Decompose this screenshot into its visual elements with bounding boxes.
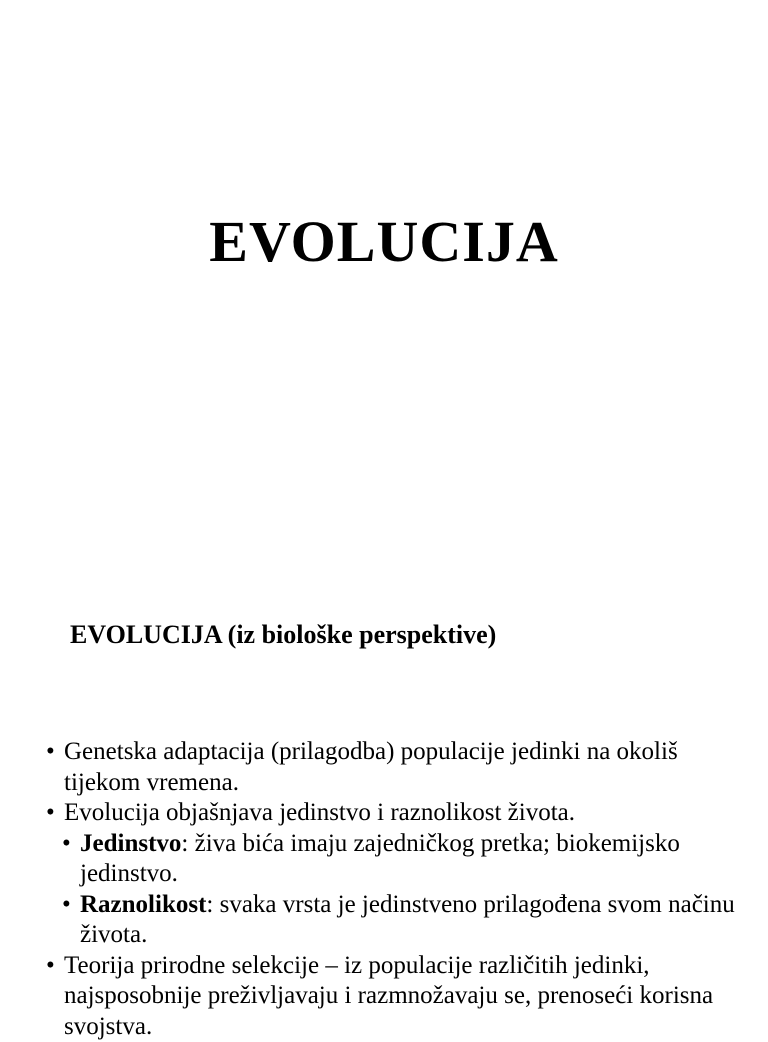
bullet-marker: • <box>46 737 55 768</box>
bullet-text: Teorija prirodne selekcije – iz populacije različitih jedinki, najsposobnije preživljavaju i razmnožavaju se, prenoseći korisna svojstva. <box>64 952 713 1040</box>
bullet-marker: • <box>62 890 71 921</box>
bullet-item <box>46 737 746 798</box>
bullet-text: Genetska adaptacija (prilagodba) populacije jedinki na okoliš tijekom vremena. <box>64 738 678 796</box>
sub-bullet-item <box>62 829 746 890</box>
bullet-text: : svaka vrsta je jedinstveno prilagođena svom načinu života. <box>80 891 735 949</box>
bullet-text: Evolucija objašnjava jedinstvo i raznolikost života. <box>64 799 575 826</box>
sub-bullet-item <box>62 890 746 951</box>
bullet-item <box>46 798 746 829</box>
bullet-term: Jedinstvo <box>80 830 181 857</box>
bullet-marker: • <box>62 829 71 860</box>
bullet-marker: • <box>46 951 55 982</box>
slide-heading: EVOLUCIJA (iz biološke perspektive) <box>70 618 496 652</box>
content-slide <box>0 570 768 1024</box>
bullet-term: Raznolikost <box>80 891 206 918</box>
bullet-list <box>46 737 746 1042</box>
bullet-marker: • <box>46 798 55 829</box>
bullet-text: : živa bića imaju zajedničkog pretka; biokemijsko jedinstvo. <box>80 830 680 888</box>
slide-title: EVOLUCIJA <box>0 206 768 278</box>
bullet-item <box>46 951 746 1042</box>
